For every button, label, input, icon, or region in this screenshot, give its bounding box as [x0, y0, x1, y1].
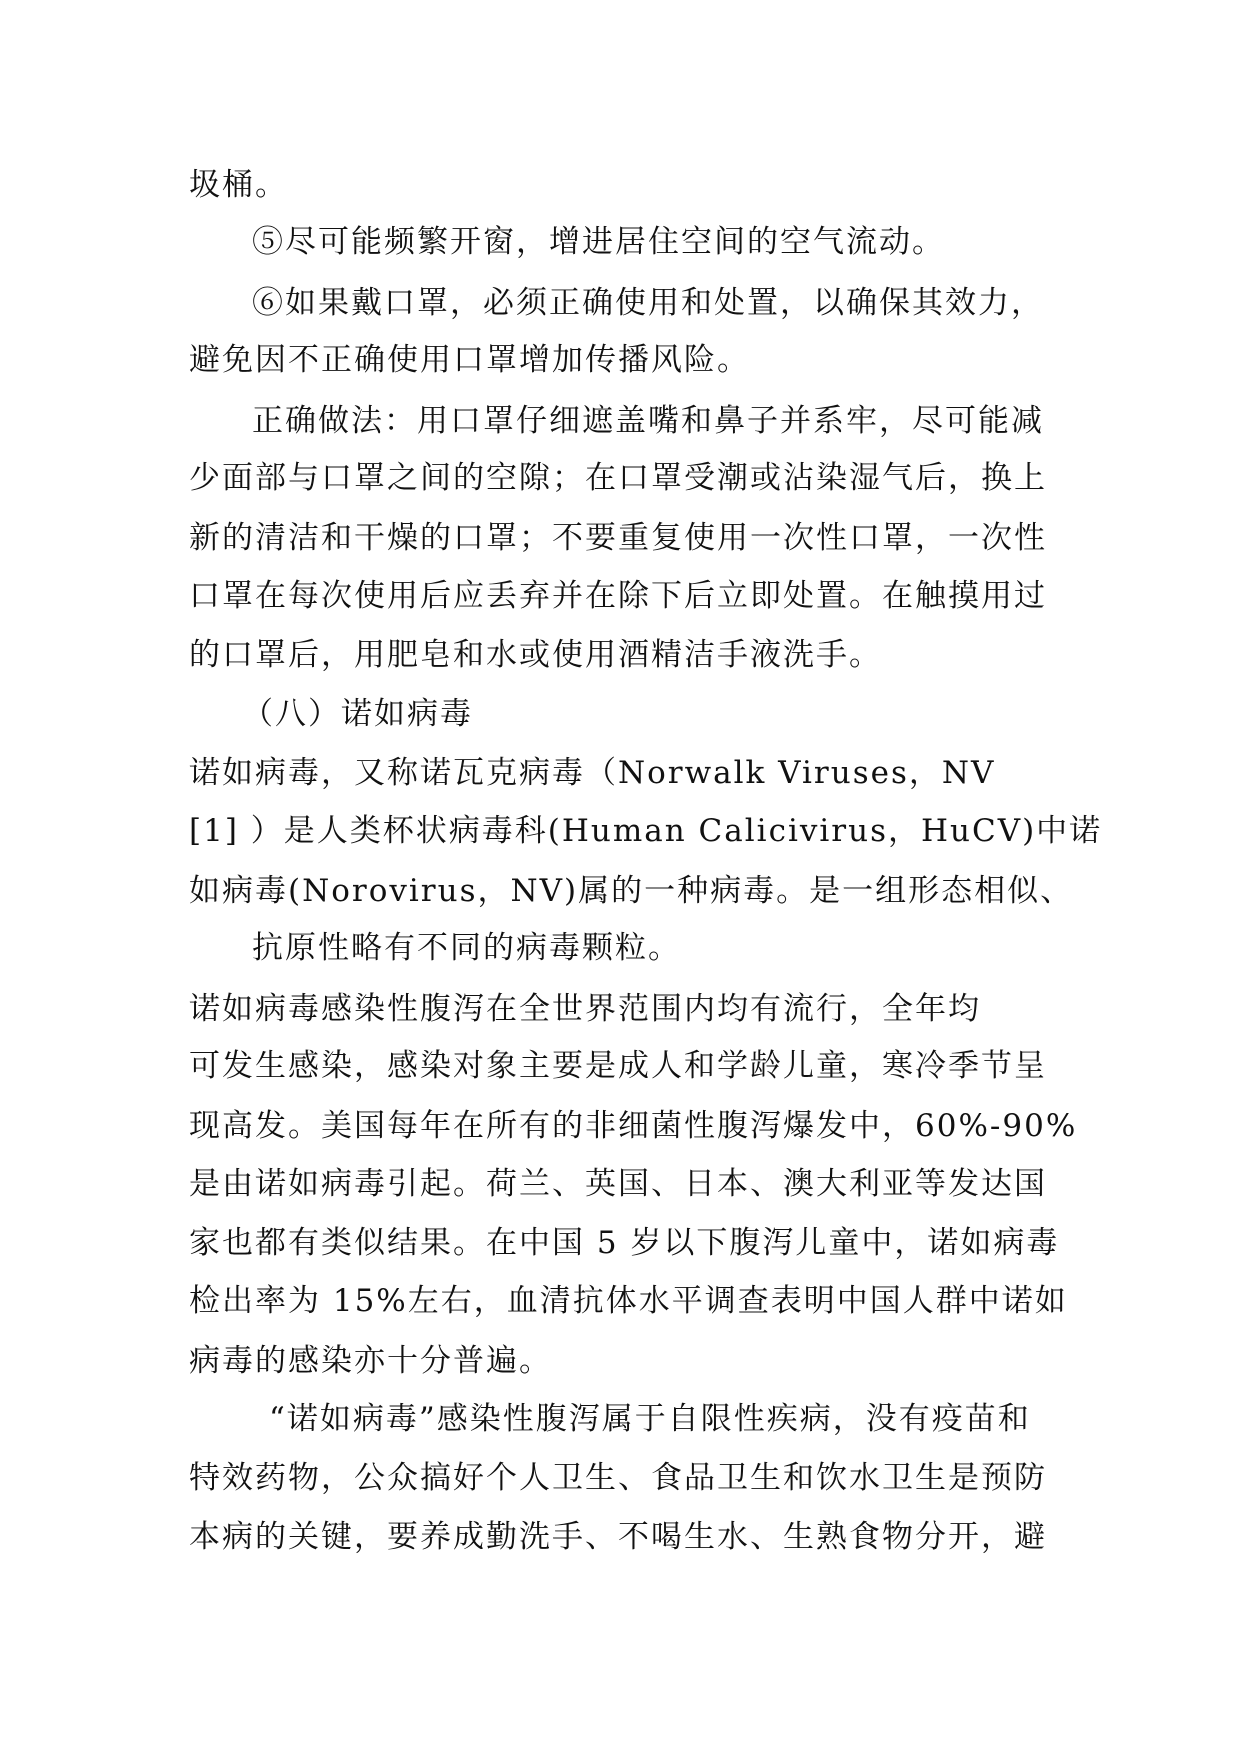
line-text: “诺如病毒”感染性腹泻属于自限性疾病，没有疫苗和: [269, 1401, 1031, 1437]
text-line: [0, 743, 1241, 803]
line-text: 现高发。美国每年在所有的非细菌性腹泻爆发中，60%-90%: [189, 1108, 1078, 1144]
text-line: [0, 391, 1241, 451]
line-text: 诺如病毒，又称诺瓦克病毒（Norwalk Viruses，NV: [189, 755, 996, 791]
text-line: [0, 155, 1241, 215]
line-text: ⑤尽可能频繁开窗，增进居住空间的空气流动。: [252, 224, 945, 260]
line-text: 新的清洁和干燥的口罩；不要重复使用一次性口罩，一次性: [189, 520, 1047, 556]
line-text: 家也都有类似结果。在中国 5 岁以下腹泻儿童中，诺如病毒: [189, 1225, 1060, 1261]
text-line: [0, 1448, 1241, 1508]
text-line: [0, 1096, 1241, 1156]
line-text: 可发生感染，感染对象主要是成人和学龄儿童，寒冷季节呈: [189, 1048, 1047, 1084]
section-heading: [0, 684, 1241, 744]
text-line: [0, 1213, 1241, 1273]
line-text: 本病的关键，要养成勤洗手、不喝生水、生熟食物分开，避: [189, 1519, 1047, 1555]
line-text: 正确做法：用口罩仔细遮盖嘴和鼻子并系牢，尽可能减: [252, 403, 1044, 439]
text-line: [0, 330, 1241, 390]
text-line: [0, 273, 1241, 333]
text-line: [0, 448, 1241, 508]
line-text: 检出率为 15%左右，血清抗体水平调查表明中国人群中诺如: [189, 1283, 1068, 1319]
text-line: [0, 918, 1241, 978]
heading-text: （八）诺如病毒: [242, 696, 473, 732]
line-text: 诺如病毒感染性腹泻在全世界范围内均有流行，全年均: [189, 991, 981, 1027]
line-text: [1] ）是人类杯状病毒科(Human Calicivirus，HuCV)中诺: [189, 813, 1103, 849]
line-text: 是由诺如病毒引起。荷兰、英国、日本、澳大利亚等发达国: [189, 1166, 1047, 1202]
text-line: [0, 212, 1241, 272]
text-line: [0, 801, 1241, 861]
line-text: 少面部与口罩之间的空隙；在口罩受潮或沾染湿气后，换上: [189, 460, 1047, 496]
line-text: 如病毒(Norovirus，NV)属的一种病毒。是一组形态相似、: [189, 873, 1074, 909]
line-text: 特效药物，公众搞好个人卫生、食品卫生和饮水卫生是预防: [189, 1460, 1047, 1496]
text-line: [0, 1331, 1241, 1391]
text-line: [0, 1389, 1241, 1449]
text-line: [0, 1271, 1241, 1331]
line-text: 抗原性略有不同的病毒颗粒。: [252, 930, 681, 966]
line-text: 病毒的感染亦十分普遍。: [189, 1343, 552, 1379]
text-line: [0, 625, 1241, 685]
text-line: [0, 1507, 1241, 1567]
text-line: [0, 566, 1241, 626]
line-text: 避免因不正确使用口罩增加传播风险。: [189, 342, 750, 378]
text-line: [0, 508, 1241, 568]
line-text: 的口罩后，用肥皂和水或使用酒精洁手液洗手。: [189, 637, 882, 673]
text-line: [0, 979, 1241, 1039]
text-line: [0, 861, 1241, 921]
line-text: 圾桶。: [189, 167, 288, 203]
line-text: ⑥如果戴口罩，必须正确使用和处置，以确保其效力，: [252, 285, 1044, 321]
text-line: [0, 1154, 1241, 1214]
text-line: [0, 1036, 1241, 1096]
line-text: 口罩在每次使用后应丢弃并在除下后立即处置。在触摸用过: [189, 578, 1047, 614]
